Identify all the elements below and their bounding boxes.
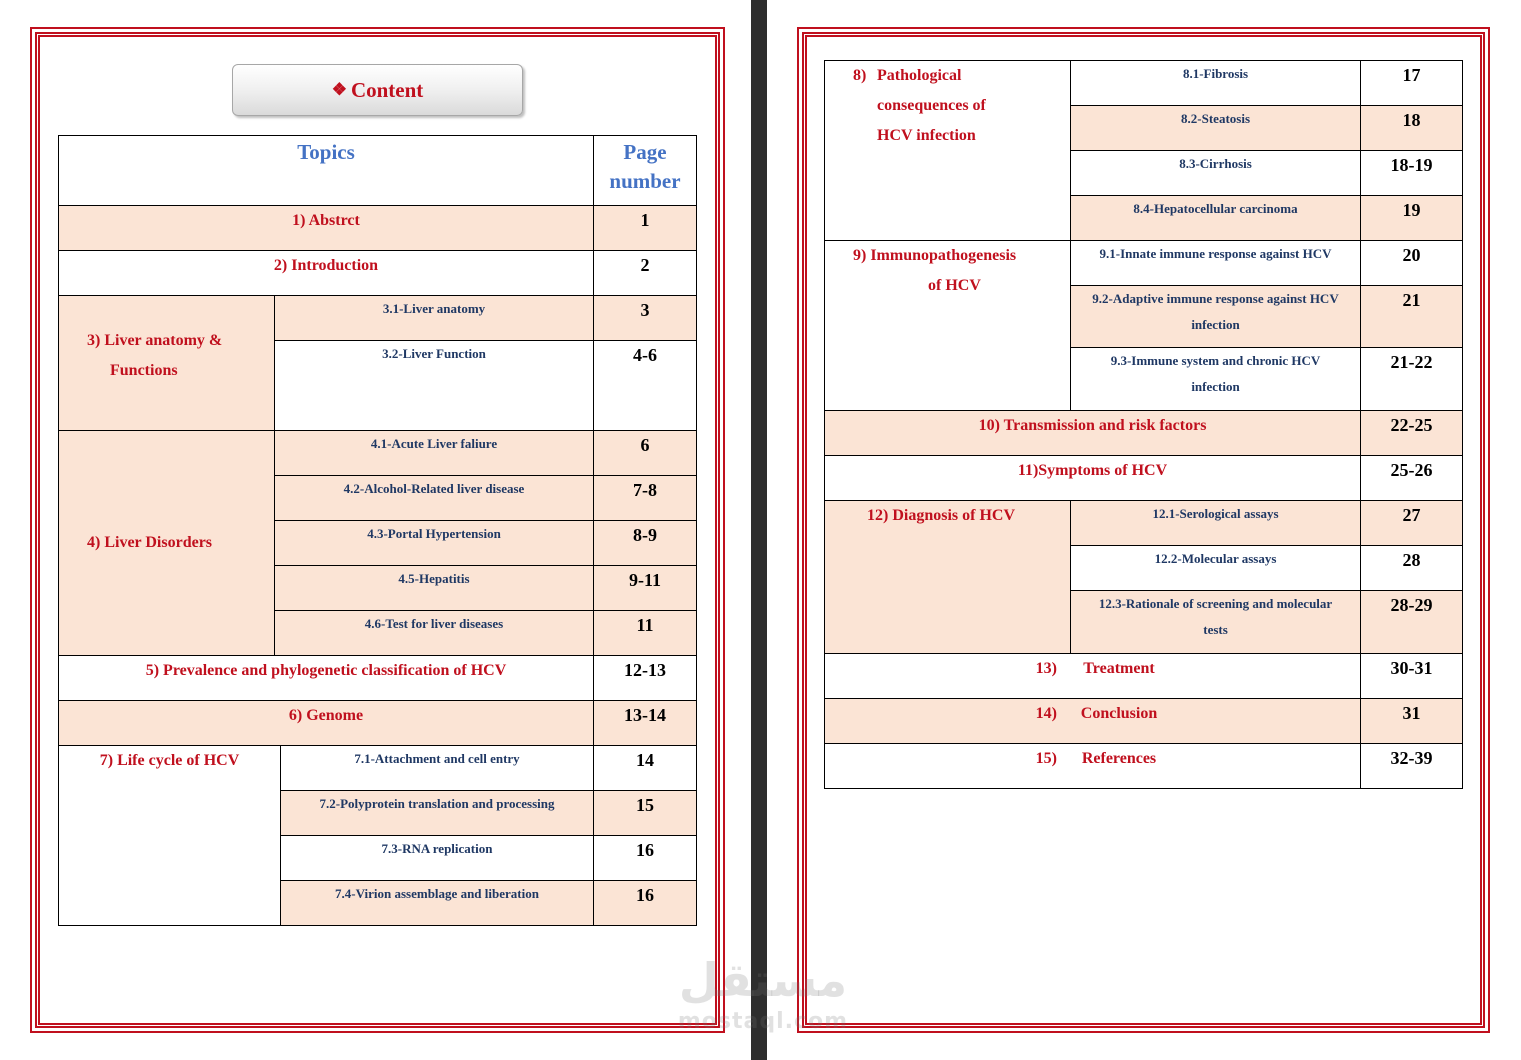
- section-title: 11)Symptoms of HCV: [825, 456, 1361, 501]
- subsection-title: 4.3-Portal Hypertension: [275, 521, 594, 566]
- section-title-line: of HCV: [928, 277, 981, 294]
- subsection-title: [1071, 546, 1361, 591]
- toc-row: [825, 654, 1463, 699]
- subsection-title: 7.3-RNA replication: [281, 836, 594, 881]
- mostaql-watermark: [668, 950, 858, 1040]
- section-title: [825, 61, 1071, 241]
- subsection-title: 8.4-Hepatocellular carcinoma: [1071, 196, 1361, 241]
- page-number: 21-22: [1361, 348, 1463, 411]
- section-title-text: References: [1081, 750, 1157, 767]
- page-number: 13-14: [594, 701, 697, 746]
- subsection-line: 12.2-Molecular assays: [1154, 551, 1277, 566]
- subsection-line: 9.3-Immune system and chronic HCV: [1110, 353, 1321, 368]
- toc-row: [59, 431, 697, 476]
- subsection-line: infection: [1191, 317, 1240, 332]
- subsection-title: [1071, 501, 1361, 546]
- subsection-title: 8.2-Steatosis: [1071, 106, 1361, 151]
- section-title: 4) Liver Disorders: [59, 431, 275, 656]
- section-title: 5) Prevalence and phylogenetic classification of HCV: [59, 656, 594, 701]
- section-title: [825, 744, 1361, 789]
- page-number: 7-8: [594, 476, 697, 521]
- toc-row: [59, 656, 697, 701]
- page-number: 19: [1361, 196, 1463, 241]
- section-title-line: Functions: [110, 362, 178, 379]
- section-number: 15): [1035, 750, 1057, 767]
- toc-row: [59, 206, 697, 251]
- section-title: [825, 241, 1071, 411]
- subsection-line: tests: [1203, 622, 1228, 637]
- subsection-line: 12.1-Serological assays: [1152, 506, 1279, 521]
- page-number: 14: [594, 746, 697, 791]
- toc-row: [59, 296, 697, 341]
- watermark-arabic: مستقل: [678, 953, 848, 1007]
- subsection-line: 9.1-Innate immune response against HCV: [1099, 246, 1332, 261]
- subsection-title: 8.1-Fibrosis: [1071, 61, 1361, 106]
- toc-row: [59, 701, 697, 746]
- section-title-line: consequences of: [877, 97, 986, 114]
- subsection-line: infection: [1191, 379, 1240, 394]
- section-title-line: 3) Liver anatomy &: [87, 332, 223, 349]
- page-number: 16: [594, 836, 697, 881]
- page-number: 18: [1361, 106, 1463, 151]
- toc-row: [825, 699, 1463, 744]
- subsection-title: 7.4-Virion assemblage and liberation: [281, 881, 594, 926]
- toc-row: [825, 61, 1463, 106]
- subsection-line: 12.3-Rationale of screening and molecular: [1098, 596, 1333, 611]
- section-title: 2) Introduction: [59, 251, 594, 296]
- section-title: [825, 699, 1361, 744]
- subsection-title: [1071, 286, 1361, 348]
- page-number: 31: [1361, 699, 1463, 744]
- page-number: 2: [594, 251, 697, 296]
- section-title-line: 9) Immunopathogenesis: [853, 247, 1017, 264]
- page-number: 28: [1361, 546, 1463, 591]
- page-number: 4-6: [594, 341, 697, 431]
- page-number: 18-19: [1361, 151, 1463, 196]
- toc-table-left: [58, 135, 697, 926]
- toc-table-right: [824, 60, 1463, 789]
- page-number: 28-29: [1361, 591, 1463, 654]
- toc-row: [825, 456, 1463, 501]
- section-title-text: Treatment: [1083, 660, 1155, 677]
- section-title: 12) Diagnosis of HCV: [825, 501, 1071, 654]
- section-title: 7) Life cycle of HCV: [59, 746, 281, 926]
- subsection-title: 7.1-Attachment and cell entry: [281, 746, 594, 791]
- page-number: 1: [594, 206, 697, 251]
- page-number: 6: [594, 431, 697, 476]
- diamond-bullet-icon: ❖: [331, 80, 347, 99]
- subsection-title: [1071, 591, 1361, 654]
- subsection-title: [1071, 348, 1361, 411]
- subsection-title: 4.5-Hepatitis: [275, 566, 594, 611]
- toc-row: [59, 746, 697, 791]
- subsection-title: 4.1-Acute Liver faliure: [275, 431, 594, 476]
- content-title-box: [232, 64, 523, 116]
- subsection-title: 7.2-Polyprotein translation and processing: [281, 791, 594, 836]
- page-number: 27: [1361, 501, 1463, 546]
- toc-row: [825, 411, 1463, 456]
- book-spine: [751, 0, 767, 1060]
- section-title: 6) Genome: [59, 701, 594, 746]
- section-title: [59, 296, 275, 431]
- section-title-line: Pathological: [877, 67, 962, 84]
- toc-row: [825, 501, 1463, 546]
- page-number: 25-26: [1361, 456, 1463, 501]
- page-number: 11: [594, 611, 697, 656]
- subsection-title: 4.6-Test for liver diseases: [275, 611, 594, 656]
- page-number: 15: [594, 791, 697, 836]
- subsection-title: [1071, 241, 1361, 286]
- section-number: 14): [1035, 705, 1057, 722]
- page-number-header: Page number: [594, 136, 697, 206]
- page-number: 12-13: [594, 656, 697, 701]
- section-number: 13): [1035, 660, 1057, 677]
- left-page: [0, 0, 750, 1060]
- page-number: 16: [594, 881, 697, 926]
- page-number: 9-11: [594, 566, 697, 611]
- page-title: Content: [350, 77, 424, 102]
- subsection-title: 8.3-Cirrhosis: [1071, 151, 1361, 196]
- toc-row: [825, 241, 1463, 286]
- toc-row: [59, 251, 697, 296]
- subsection-title: 3.1-Liver anatomy: [275, 296, 594, 341]
- page-number: 17: [1361, 61, 1463, 106]
- subsection-line: 9.2-Adaptive immune response against HCV: [1092, 291, 1339, 306]
- subsection-title: 3.2-Liver Function: [275, 341, 594, 431]
- page-number: 30-31: [1361, 654, 1463, 699]
- page-number: 8-9: [594, 521, 697, 566]
- section-title: [825, 654, 1361, 699]
- page-number: 32-39: [1361, 744, 1463, 789]
- page-number: 3: [594, 296, 697, 341]
- page-number: 22-25: [1361, 411, 1463, 456]
- section-title: 1) Abstrct: [59, 206, 594, 251]
- toc-row: [825, 744, 1463, 789]
- topics-header: Topics: [59, 136, 594, 206]
- section-title-text: Conclusion: [1080, 705, 1158, 722]
- page-number: 20: [1361, 241, 1463, 286]
- section-title-line: HCV infection: [877, 127, 976, 144]
- subsection-title: 4.2-Alcohol-Related liver disease: [275, 476, 594, 521]
- watermark-latin: mostaql.com: [677, 1009, 849, 1034]
- section-number: 8): [853, 67, 867, 84]
- page-number: 21: [1361, 286, 1463, 348]
- section-title: 10) Transmission and risk factors: [825, 411, 1361, 456]
